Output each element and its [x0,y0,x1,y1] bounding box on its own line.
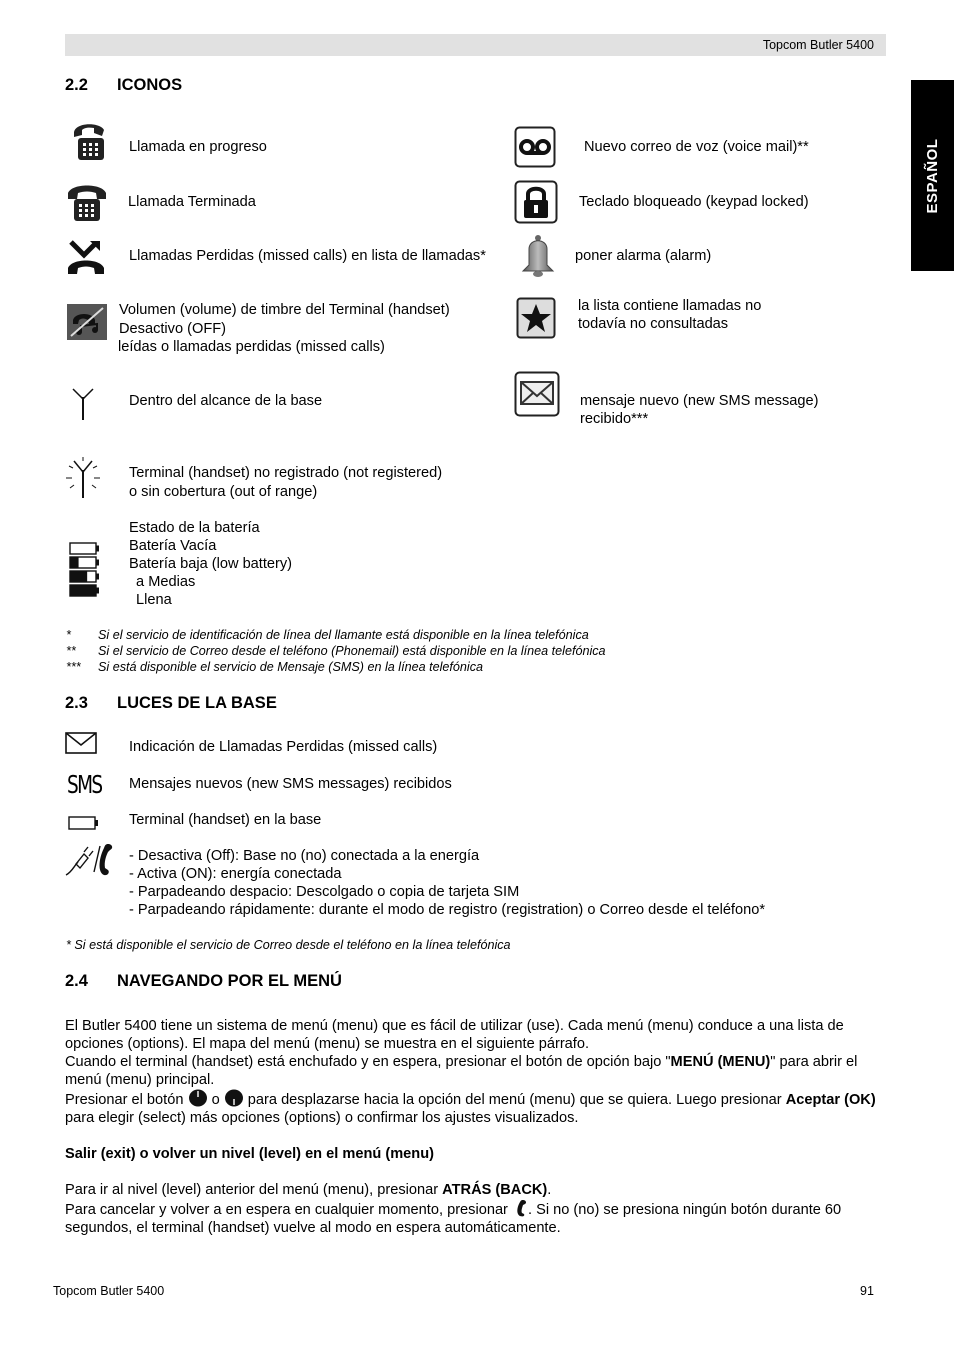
footnote-1 [66,627,589,643]
icon-label-voicemail: Nuevo correo de voz (voice mail)** [584,139,809,155]
power-line-2: - Activa (ON): energía conectada [129,866,342,882]
icon-label-ringer-off-line1: Volumen (volume) de timbre del Terminal (handset) [119,302,450,318]
menu-paragraph-5 [65,1199,889,1237]
battery-status-title: Estado de la batería [129,520,260,536]
footnote-3 [66,659,483,675]
icon-label-star-line1: la lista contiene llamadas no [578,298,762,314]
nav-down-button-icon [224,1089,244,1107]
battery-label-full: Llena [132,592,172,608]
envelope-icon [514,371,560,417]
section-heading-lights [65,693,277,713]
antenna-blink-icon [64,456,102,500]
text-run: " para abrir el menú (menu) principal. [65,1054,858,1088]
icon-label-padlock: Teclado bloqueado (keypad locked) [579,194,809,210]
section-heading-icons [65,75,182,95]
power-handset-icon [64,842,116,878]
menu-paragraph-3 [65,1089,889,1127]
antenna-icon [70,387,96,421]
language-tab [911,80,954,271]
section-title: ICONOS [117,76,183,94]
icon-label-antenna-blink-line2: o sin cobertura (out of range) [129,484,318,500]
menu-subheading: Salir (exit) o volver un nivel (level) en el menú (menu) [65,1146,434,1162]
bell-icon [517,233,559,279]
icon-label-envelope-line1: mensaje nuevo (new SMS message) [580,393,819,409]
footer-product: Topcom Butler 5400 [53,1284,165,1298]
section-number: 2.2 [65,76,88,94]
icon-label-antenna-blink-line1: Terminal (handset) no registrado (not registered) [129,465,443,481]
section-title: NAVEGANDO POR EL MENÚ [117,972,342,990]
call-ended-icon [66,181,108,223]
icon-label-missed-call: Llamadas Perdidas (missed calls) en lista de llamadas* [129,248,486,264]
voicemail-icon [514,126,556,168]
light-label-missed-calls: Indicación de Llamadas Perdidas (missed calls) [129,739,438,755]
sms-icon: SMS [67,770,102,799]
battery-low-icon [69,556,101,569]
menu-paragraph-1: El Butler 5400 tiene un sistema de menú (menu) que es fácil de utilizar (use). Cada menú (menu) conduce a una lista de opciones (options). El mapa del menú (menu) se muestra en el siguiente párrafo. [65,1018,844,1052]
menu-paragraph-2 [65,1053,889,1089]
battery-full-icon [69,584,101,597]
text-run: Para cancelar y volver a en espera en cualquier momento, presionar [65,1202,512,1218]
menu-paragraph-4 [65,1181,889,1199]
ringer-off-icon [67,304,107,340]
text-run: Cuando el terminal (handset) está enchufado y en espera, presionar el botón de opción bajo " [65,1054,671,1070]
icon-label-ringer-off-line3: leídas o llamadas perdidas (missed calls) [118,339,385,355]
footnote-text: Si el servicio de Correo desde el teléfono (Phonemail) está disponible en la línea telefónica [98,644,606,658]
battery-label-low: Batería baja (low battery) [129,556,293,572]
nav-up-button-icon [188,1089,208,1107]
footnote-text: Si está disponible el servicio de Mensaje (SMS) en la línea telefónica [98,660,484,674]
icon-label-antenna: Dentro del alcance de la base [129,393,323,409]
footnote-mark: ** [66,644,76,658]
padlock-icon [514,180,558,224]
header-title: Topcom Butler 5400 [762,38,874,52]
icon-label-bell: poner alarma (alarm) [575,248,712,264]
envelope-outline-icon [65,732,97,754]
footnote-text: Si el servicio de identificación de línea del llamante está disponible en la línea telefónica [98,628,589,642]
call-in-progress-icon [68,118,108,162]
section-heading-menu [65,971,342,991]
end-call-key-icon [512,1199,528,1217]
text-run: . [547,1182,552,1198]
text-run: Para ir al nivel (level) anterior del menú (menu), presionar [65,1182,443,1198]
power-line-1: - Desactiva (Off): Base no (no) conectada a la energía [129,848,480,864]
text-run: o [207,1092,224,1108]
page-number: 91 [860,1284,874,1298]
section-title: LUCES DE LA BASE [117,694,277,712]
footnote-2 [66,643,606,659]
handset-on-base-icon [68,816,100,830]
text-run: Presionar el botón [65,1092,188,1108]
section-number: 2.4 [65,972,88,990]
ok-key-label: Aceptar (OK) [785,1092,876,1108]
back-key-label: ATRÁS (BACK) [442,1182,548,1198]
text-run: . Si no (no) se presiona ningún botón durante 60 segundos, el terminal (handset) vuelve al modo en espera automáticamente. [65,1202,842,1236]
text-run: para desplazarse hacia la opción del menú (menu) que se quiera. Luego presionar [243,1092,786,1108]
footnote-mark: *** [66,660,81,674]
light-label-handset-on-base: Terminal (handset) en la base [129,812,322,828]
icon-label-call-ended: Llamada Terminada [128,194,256,210]
section-number: 2.3 [65,694,88,712]
icon-label-ringer-off-line2: Desactivo (OFF) [119,321,227,337]
power-line-4: - Parpadeando rápidamente: durante el modo de registro (registration) o Correo desde el teléfono* [129,902,766,918]
battery-empty-icon [69,542,101,555]
battery-medium-icon [69,570,101,583]
battery-label-medium: a Medias [132,574,196,590]
icon-label-envelope-line2: recibido*** [580,411,649,427]
missed-call-icon [66,238,106,278]
menu-key-label: MENÚ (MENU) [670,1054,771,1070]
footnote-mark: * [66,628,71,642]
lights-footnote: * Si está disponible el servicio de Correo desde el teléfono en la línea telefónica [66,938,511,952]
header-bar [65,34,886,56]
icon-label-call-in-progress: Llamada en progreso [129,139,267,155]
light-label-sms: Mensajes nuevos (new SMS messages) recibidos [129,776,452,792]
menu-body [65,1017,889,1237]
star-icon [516,297,556,339]
icon-label-star-line2: todavía no consultadas [578,316,729,332]
language-tab-label: ESPAÑOL [923,138,941,213]
battery-label-empty: Batería Vacía [129,538,217,554]
power-line-3: - Parpadeando despacio: Descolgado o copia de tarjeta SIM [129,884,520,900]
text-run: para elegir (select) más opciones (options) o confirmar los ajustes visualizados. [65,1110,579,1126]
